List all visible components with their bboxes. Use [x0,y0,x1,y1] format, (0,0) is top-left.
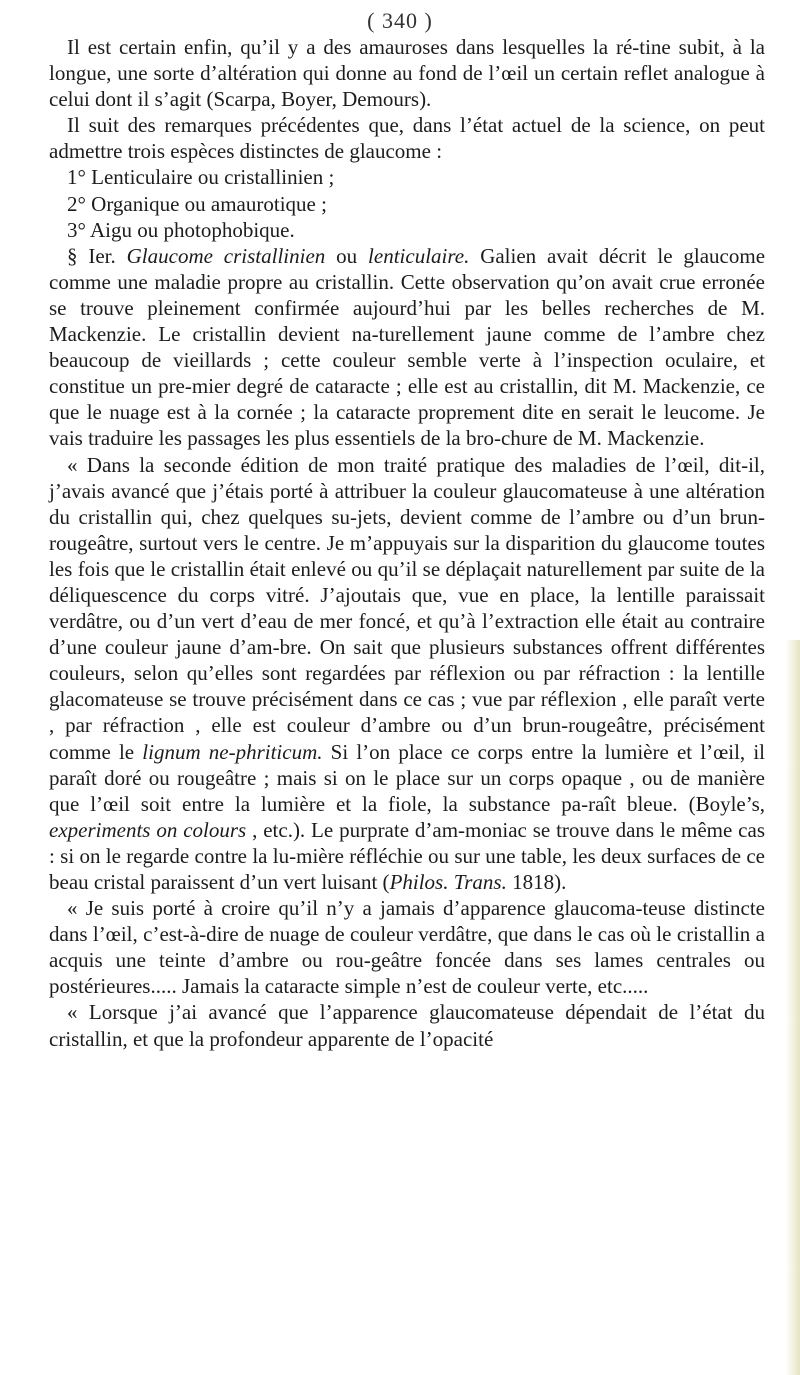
quote-part-3: , etc.). Le purprate d’am-moniac se trouve dans le même cas : si on le regarde contre la lu-mière réfléchie ou sur une table, les deux surfaces de ce beau cristal paraissent d’un vert luisant ( [49,817,766,894]
section-number: § Ier. [67,243,116,268]
list-item-aigu: 3° Aigu ou photophobique. [67,217,295,242]
section-title-or: ou [325,243,369,268]
paragraph-mackenzie-quote [49,452,765,896]
quote-part-4: 1818). [506,870,567,894]
page-number: ( 340 ) [367,8,433,33]
paragraph-three-species: Il suit des remarques précédentes que, dans l’état actuel de la science, on peut admettre trois espèces distinctes de glaucome : [49,113,765,164]
page-body-text [49,34,765,1052]
section-body: Galien avait décrit le glaucome comme une maladie propre au cristallin. Cette observation qu’on avait crue erronée se trouve pleinement confirmée aujourd’hui par les belles recherches de M. Mackenzie. Le cristallin devient na-turellement jaune comme de l’ambre chez beaucoup de vieillards ; cette couleur semble verte à l’inspection oculaire, et constitue un pre-mier degré de cataracte ; elle est au cristallin, dit M. Mackenzie, ce que le nuage est à la cornée ; la cataracte proprement dite en serait le leucome. Je vais traduire les passages les plus essentiels de la bro-chure de M. Mackenzie. [49,243,766,451]
paragraph-lorsque: « Lorsque j’ai avancé que l’apparence glaucomateuse dépendait de l’état du cristallin, et que la profondeur apparente de l’opacité [49,1000,765,1051]
section-title-cristallinien: Glaucome cristallinien [126,243,326,268]
quote-part-1: « Dans la seconde édition de mon traité pratique des maladies de l’œil, dit-il, j’avais avancé que j’étais porté à attribuer la couleur glaucomateuse à une altération du cristallin qui, chez quelques su-jets, devient comme de l’ambre ou d’un brun-rougeâtre, surtout vers le centre. Je m’appuyais sur la disparition du glaucome toutes les fois que le cristallin était enlevé ou qu’il se déplaçait naturellement par suite de la déliquescence du corps vitré. J’ajoutais que, vue en place, la lentille paraissait verdâtre, ou d’un vert d’eau de mer foncé, et qu’à l’extraction elle était au contraire d’une couleur jaune d’am-bre. On sait que plusieurs substances offrent différentes couleurs, selon qu’elles sont regardées par réflexion ou par réfraction : la lentille glacomateuse se trouve précisément dans ce cas ; vue par réflexion , elle paraît verte , par réfraction , elle est couleur d’ambre ou d’un brun-rougeâtre, précisément comme le [49,452,765,764]
list-item-lenticulaire: 1° Lenticulaire ou cristallinien ; [67,165,335,190]
list-item-organique: 2° Organique ou amaurotique ; [67,191,327,216]
section-glaucome-cristallinien [49,243,765,452]
quote-part-2: Si l’on place ce corps entre la lumière et l’œil, il paraît doré ou rougeâtre ; mais si on le place sur un corps opaque , ou de manière que l’œil soit entre la lumière et la fiole, la substance pa-raît bleue. (Boyle’s, [49,739,765,816]
paragraph-glaucomateuse-apparence: « Je suis porté à croire qu’il n’y a jamais d’apparence glaucoma-teuse distincte dans l’œil, c’est-à-dire de nuage de couleur verdâtre, que dans le cas où le cristallin a acquis une teinte d’ambre ou rou-geâtre foncée dans ses lames centrales ou postérieures..... Jamais la cataracte simple n’est de couleur verte, etc..... [49,896,765,999]
paragraph-amauroses: Il est certain enfin, qu’il y a des amauroses dans lesquelles la ré-tine subit, à la longue, une sorte d’altération qui donne au fond de l’œil un certain reflet analogue à celui dont il s’agit (Scarpa, Boyer, Demours). [49,35,765,112]
section-title-lenticulaire: lenticulaire. [368,243,470,268]
quote-italic-philos: Philos. Trans. [389,870,507,894]
quote-italic-lignum: lignum ne-phriticum. [142,739,323,764]
page-edge-shadow [786,640,800,1375]
quote-italic-boyle: experiments on colours [49,817,247,842]
